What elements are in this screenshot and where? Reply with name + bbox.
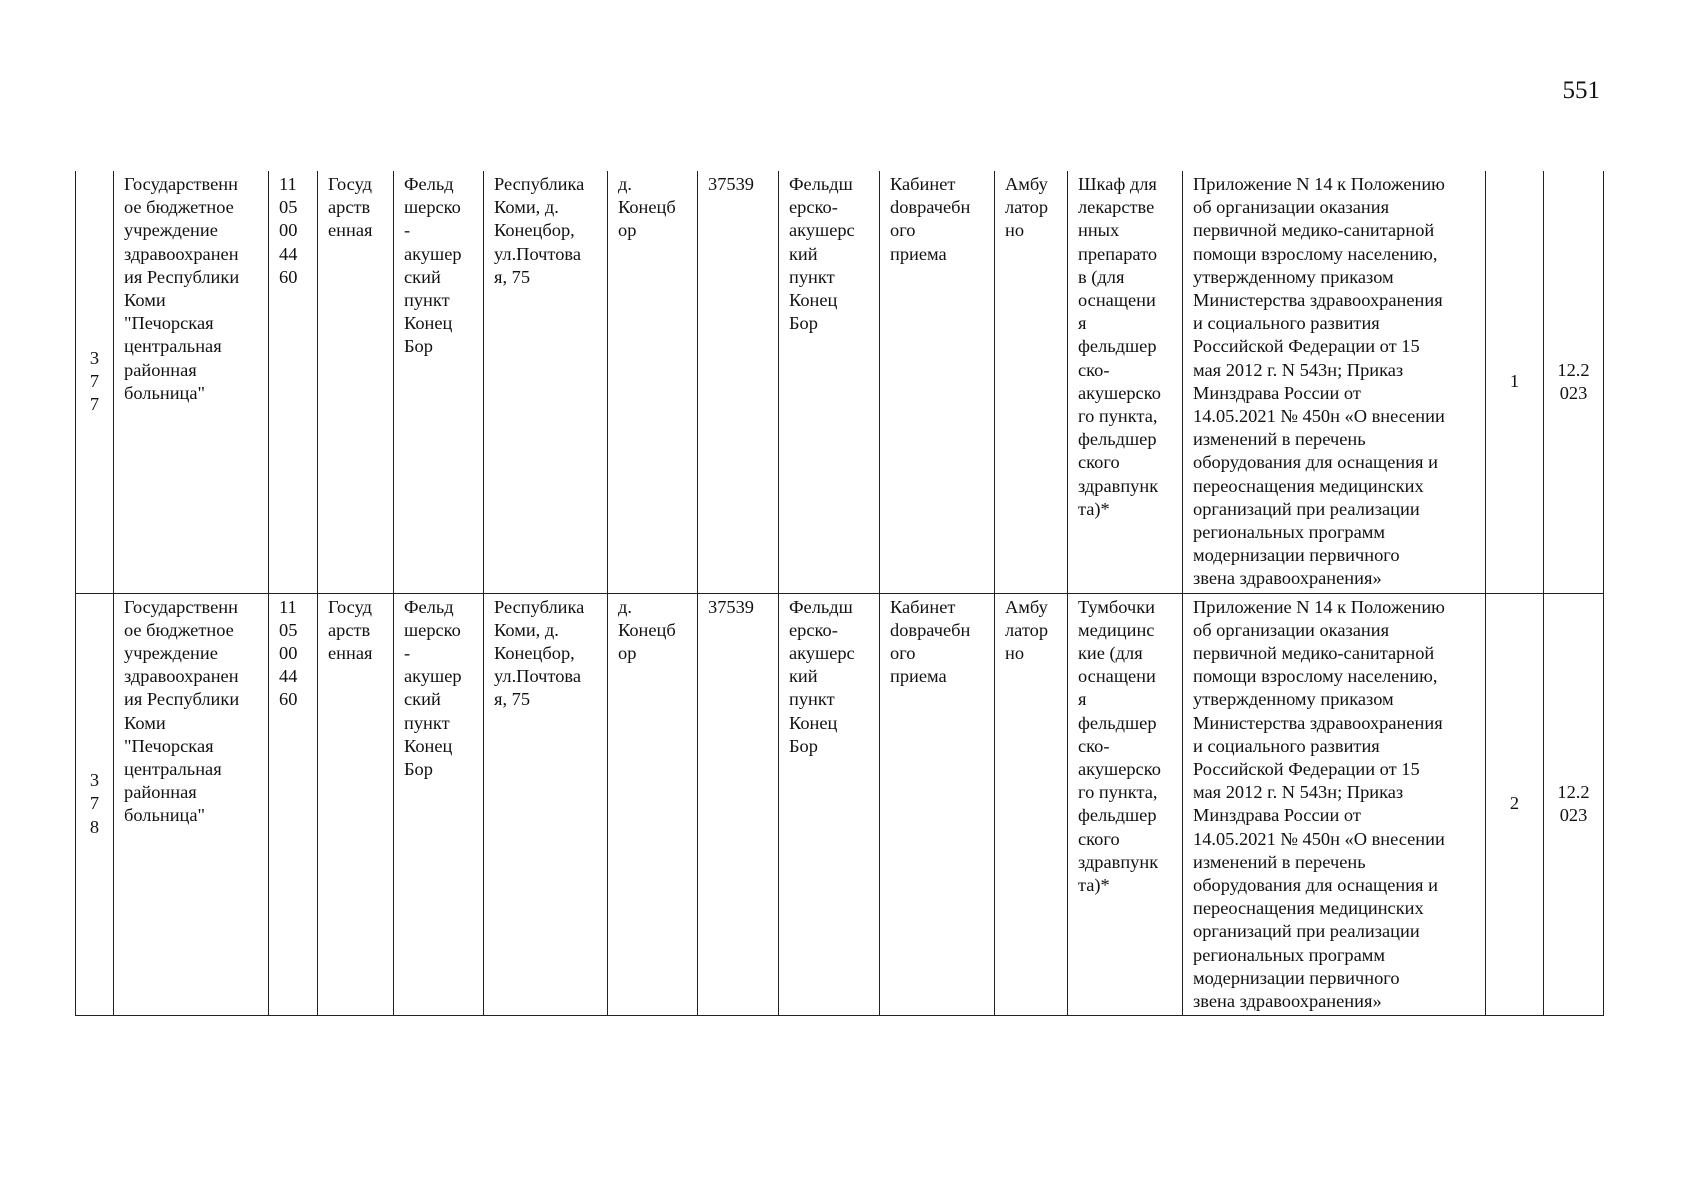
care-form-cell: Амбу латор но — [995, 171, 1068, 593]
organization-cell: Государственн ое бюджетное учреждение здравоохранен ия Республики Коми "Печорская центральная районная больница" — [114, 593, 269, 1015]
ownership-cell: Госуд арств енная — [318, 593, 394, 1015]
ownership-cell: Госуд арств енная — [318, 171, 394, 593]
legal-basis-cell: Приложение N 14 к Положению об организации оказания первичной медико-санитарной помощи взрослому населению, утвержденному приказом Министерства здравоохранения и социального развития Российской Федерации от 15 мая 2012 г. N 543н; Приказ Минздрава России от 14.05.2021 № 450н «О внесении изменений в перечень оборудования для оснащения и переоснащения медицинских организаций при реализации региональных программ модернизации первичного звена здравоохранения» — [1183, 593, 1486, 1015]
quantity-cell: 1 — [1486, 171, 1544, 593]
equipment-cell: Тумбочки медицинс кие (для оснащени я фельдшер ско- акушерско го пункта, фельдшер ского здравпунк та)* — [1068, 593, 1183, 1015]
locality-cell: д. Конецб ор — [608, 593, 698, 1015]
legal-basis-cell: Приложение N 14 к Положению об организации оказания первичной медико-санитарной помощи взрослому населению, утвержденному приказом Министерства здравоохранения и социального развития Российской Федерации от 15 мая 2012 г. N 543н; Приказ Минздрава России от 14.05.2021 № 450н «О внесении изменений в перечень оборудования для оснащения и переоснащения медицинских организаций при реализации региональных программ модернизации первичного звена здравоохранения» — [1183, 171, 1486, 593]
date-cell: 12.2 023 — [1544, 593, 1604, 1015]
date-cell: 12.2 023 — [1544, 171, 1604, 593]
quantity-cell: 2 — [1486, 593, 1544, 1015]
equipment-registry-table — [75, 171, 1604, 1016]
address-cell: Республика Коми, д. Конецбор, ул.Почтова я, 75 — [484, 593, 608, 1015]
room-cell: Кабинет dоврачебн ого приема — [880, 171, 995, 593]
unit-cell: Фельд шерско - акушер ский пункт Конец Бор — [394, 171, 484, 593]
unit-cell: Фельд шерско - акушер ский пункт Конец Бор — [394, 593, 484, 1015]
table-row — [76, 593, 1604, 1015]
address-cell: Республика Коми, д. Конецбор, ул.Почтова я, 75 — [484, 171, 608, 593]
row-number: 3 7 8 — [76, 593, 114, 1015]
locality-code-cell: 37539 — [698, 593, 779, 1015]
equipment-cell: Шкаф для лекарстве нных препарато в (для оснащени я фельдшер ско- акушерско го пункта, фельдшер ского здравпунк та)* — [1068, 171, 1183, 593]
organization-code-cell: 11 05 00 44 60 — [269, 593, 318, 1015]
row-number: 3 7 7 — [76, 171, 114, 593]
facility-cell: Фельдш ерско- акушерс кий пункт Конец Бор — [779, 171, 880, 593]
locality-code-cell: 37539 — [698, 171, 779, 593]
organization-cell: Государственн ое бюджетное учреждение здравоохранен ия Республики Коми "Печорская центральная районная больница" — [114, 171, 269, 593]
table-row — [76, 171, 1604, 593]
locality-cell: д. Конецб ор — [608, 171, 698, 593]
organization-code-cell: 11 05 00 44 60 — [269, 171, 318, 593]
care-form-cell: Амбу латор но — [995, 593, 1068, 1015]
facility-cell: Фельдш ерско- акушерс кий пункт Конец Бор — [779, 593, 880, 1015]
room-cell: Кабинет dоврачебн ого приема — [880, 593, 995, 1015]
page-number: 551 — [1562, 77, 1600, 104]
